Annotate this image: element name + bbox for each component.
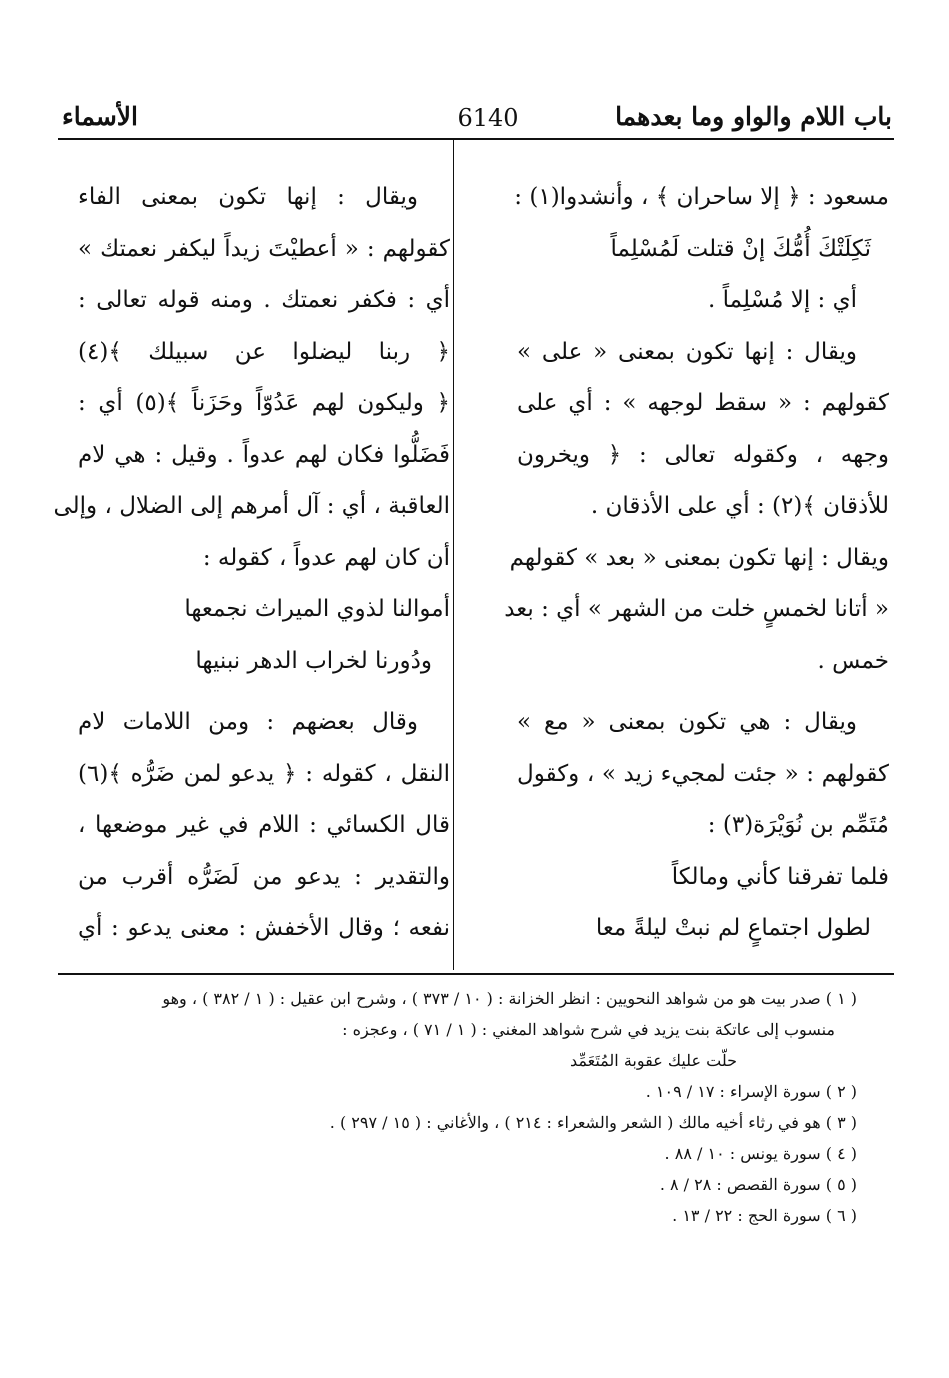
footnote-1-verse: حلّت عليك عقوبة المُتَعَمِّد xyxy=(569,1051,737,1070)
text-line: وجهه ، وكقوله تعالى : ﴿ ويخرون xyxy=(517,441,889,468)
text-line: ويقال : إنها تكون بمعنى الفاء xyxy=(78,184,418,210)
footnote-1: ( ١ ) صدر بيت هو من شواهد النحويين : انظر الخزانة : ( ١٠ / ٣٧٣ ) ، وشرح ابن عقيل : ( ١ / ٣٨٢ ) ، وهو xyxy=(162,989,857,1008)
text-line: كقولهم : « جئت لمجيء زيد » ، وكقول xyxy=(517,760,889,787)
chapter-title: باب اللام والواو وما بعدهما xyxy=(615,102,892,131)
text-line: مسعود : ﴿ إلا ساحران ﴾ ، وأنشدوا(١) : xyxy=(514,184,889,210)
page-header xyxy=(58,96,892,140)
column-divider xyxy=(453,140,454,970)
text-line: نفعه ؛ وقال الأخفش : معنى يدعو : أي xyxy=(78,915,450,941)
right-column xyxy=(504,172,889,955)
header-rule xyxy=(58,138,894,140)
verse-line: فلما تفرقنا كأني ومالكاً xyxy=(671,863,889,890)
footnote-1-continuation: منسوب إلى عاتكة بنت يزيد في شرح شواهد المغني : ( ١ / ٧١ ) ، وعجزه : xyxy=(342,1020,835,1039)
text-line: وقال بعضهم : ومن اللامات لام xyxy=(78,709,418,735)
text-line: ﴿ ربنا ليضلوا عن سبيلك ﴾(٤) xyxy=(78,338,450,365)
footnote-6: ( ٦ ) سورة الحج : ٢٢ / ١٣ . xyxy=(672,1206,857,1225)
text-line: « أتانا لخمسٍ خلت من الشهر » أي : بعد xyxy=(504,596,889,622)
footnote-3: ( ٣ ) هو في رثاء أخيه مالك ( الشعر والشعراء : ٢١٤ ) ، والأغاني : ( ١٥ / ٢٩٧ ) . xyxy=(329,1113,857,1132)
text-line: ويقال : إنها تكون بمعنى « بعد » كقولهم xyxy=(509,544,889,571)
text-line: أي : إلا مُسْلِماً . xyxy=(708,287,857,313)
text-line: والتقدير : يدعو من لَضَرُّه أقرب من xyxy=(78,863,450,890)
text-line: ويقال : هي تكون بمعنى « مع » xyxy=(517,709,857,735)
left-column xyxy=(53,172,450,955)
footnotes xyxy=(87,983,857,1231)
verse-line: ودُورنا لخراب الدهر نبنيها xyxy=(195,647,432,674)
text-line: ويقال : إنها تكون بمعنى « على » xyxy=(517,338,857,365)
verse-line: لطول اجتماعٍ لم نبتْ ليلةً معا xyxy=(595,915,871,941)
section-title: الأسماء xyxy=(62,102,138,131)
verse-line: أموالنا لذوي الميراث نجمعها xyxy=(184,596,450,622)
text-line: خمس . xyxy=(817,647,889,674)
text-line: قال الكسائي : اللام في غير موضعها ، xyxy=(78,812,450,838)
text-line: أي : فكفر نعمتك . ومنه قوله تعالى : xyxy=(78,287,450,313)
text-line: النقل ، كقوله : ﴿ يدعو لمن ضَرُّه ﴾(٦) xyxy=(78,760,450,787)
footnote-4: ( ٤ ) سورة يونس : ١٠ / ٨٨ . xyxy=(664,1144,857,1163)
footnote-2: ( ٢ ) سورة الإسراء : ١٧ / ١٠٩ . xyxy=(645,1082,857,1101)
text-line: مُتَمِّم بن نُوَيْرَة(٣) : xyxy=(707,812,889,838)
verse-line: ثَكِلَتْكَ أُمُّكَ إنْ قتلت لَمُسْلِماً xyxy=(610,235,871,262)
text-line: العاقبة ، أي : آل أمرهم إلى الضلال ، وإلى xyxy=(53,493,450,519)
footnote-rule xyxy=(58,973,894,975)
text-line: فَضَلُّوا فكان لهم عدواً . وقيل : هي لام xyxy=(78,441,450,468)
text-line: كقولهم : « سقط لوجهه » : أي على xyxy=(517,390,889,416)
footnote-5: ( ٥ ) سورة القصص : ٢٨ / ٨ . xyxy=(659,1175,857,1194)
text-line: ﴿ وليكون لهم عَدُوّاً وحَزَناً ﴾(٥) أي : xyxy=(78,390,450,416)
text-line: أن كان لهم عدواً ، كقوله : xyxy=(202,544,450,571)
text-line: للأذقان ﴾(٢) : أي على الأذقان . xyxy=(590,493,889,519)
text-line: كقولهم : « أعطيْتَ زيداً ليكفر نعمتك » xyxy=(78,235,450,262)
page-number: 6140 xyxy=(457,104,519,132)
